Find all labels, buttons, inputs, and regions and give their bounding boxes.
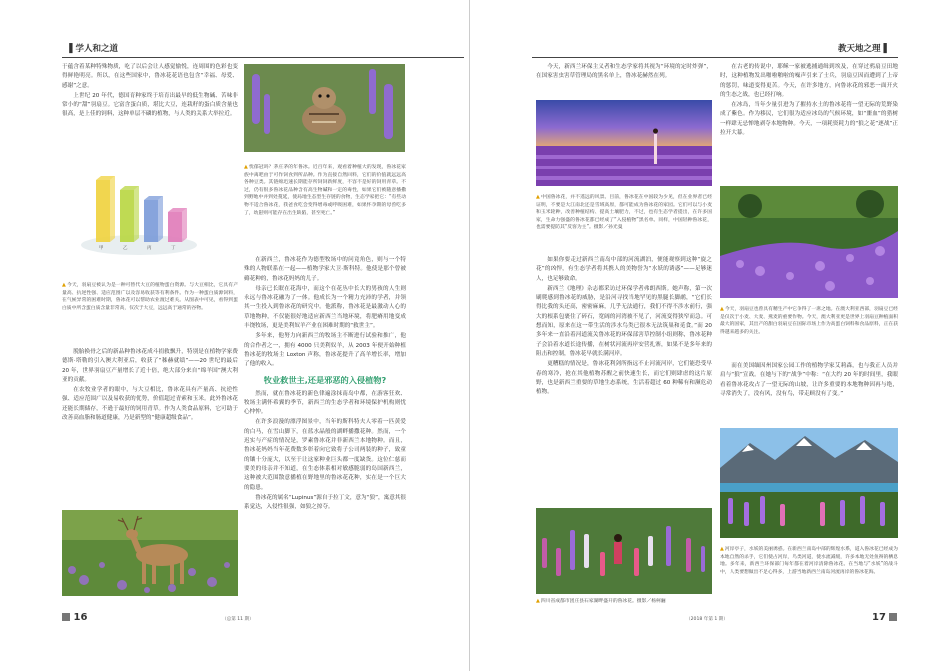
left-page xyxy=(0,0,470,671)
paragraph: 于蕴含着某种特殊物质，吃了以后会让人感觉愉悦，连周围的色彩也变得鲜艳明亮。所以，在这些国家中，鲁冰花花语也包含“幸福、母爱、感谢”之意。 xyxy=(62,64,238,89)
chart-bar-side xyxy=(110,176,115,242)
right-column-3 xyxy=(536,63,712,83)
paragraph: 在冰岛，当年少量引进为了摧持水土的鲁冰花将一望无际的荒野染成了紫色。作为移民，它们很为适应冰岛的气候环境，如“噩血”的猎树一样肆无忌惮地剥夺本地物种。今天，一项耗资耗力的“狼之花”逐战”正拉开大幕。 xyxy=(720,102,898,137)
right-issue-note: （2018 年第 1 期） xyxy=(686,617,728,622)
chipmunk-in-lupins-photo xyxy=(244,64,405,152)
chart-bar-side xyxy=(158,196,163,242)
chart-bar-label: 丙 xyxy=(147,246,152,251)
protein-bar-chart xyxy=(76,150,202,260)
paragraph: 在新西兰，鲁冰花作为德型牧场中的问竟角色，则与一个特殊的人物联系在一起——植物学家大卫·斯科特。他使是那个曾被薅花种的，鲁冰花妈妈的儿子。 xyxy=(244,257,406,282)
paragraph: 如果你要走过新西兰南岛中部的河流湖泊，便能观察到这种“旋之花”的凶悍，有生态学者将其携人的美物誉为“水妖的诱惑”——足够迷人，也足够致命。 xyxy=(536,257,712,282)
china-lupin-caption: ▲ 中国鲁冰花，并不遥远的风景。目前，鲁冰花在中国较为少见，但在业界者已经证明，不要是大江南北还是雪域高原，都可能成为鲁冰花的家园。它们可以与小麦和玉米轮种，改善种植结构、提高土壤肥力，不过，也有生态学者提出，在许多国家，生命力强盛的鲁冰花都已经成了“入侵植物”黑名单。同样，中国轻种鲁冰花，也需要提防其“反客为主”。摄影／孙光曼 xyxy=(536,194,712,232)
chipmunk-caption: ▲ 忧郁冠吗？茅庄茅的年鲁冰。近百年来，观看着种植大的发现，鲁冰花家族中离吧由于可作饲食到所品种。作为直接自然回料，它们的价值就远远高各种豆类。其链绵迅速长期能存所饲饲新鲜度，不容不是好的饲用青草。不过，仍有很多鲁冰花品种含有高生物碱和一定的毒性，如果它们被随意播撒到野地中并到处蔓延，使局地生态型生存链的食物，生态学家把它：“有些动物不适合鲁冰花，我爸食吃会变得增毒或呼吸困难，如果怀孕期的母兽吃多了，幼崽则可能存在出生缺陷，甚至死亡。” xyxy=(244,164,406,217)
lupin-river-photo xyxy=(720,186,898,298)
section-heading: 牧业救世主,还是邪恶的入侵植物? xyxy=(263,374,387,385)
left-header-rule xyxy=(62,57,464,58)
paragraph: 今天，新西兰环保主义者和生态学家将其视为“环境的定时炸弹”，在国家害虫害草管理局的黑名单上，鲁冰花赫然在列。 xyxy=(536,64,712,80)
paragraph: 多年来，他努力向新西兰的牧场主不断进行试验和推广，他的合作者之一，拥有 4000 只美利奴羊，从 2003 年便开始种植鲁冰花的牧场主 Loxton 声称，鲁冰花提升了高羊增长率，增加了他的收入。 xyxy=(244,333,406,368)
paragraph: 母亲已长眠在花海中，而这个在花丛中长大的男孩的人生则永远与鲁冰花融为了一体。他成长为一个精力充沛的学者，并领其一生投入到鲁冰花的研究中。他派称，鲁冰花是最激动人心的草地物种，不仅能很好地适应新西兰当地环境，将肥瘠用地变成丰饶牧场，更是美利奴羊产业在困难时期的“救世主”。 xyxy=(244,285,406,330)
left-column-1-lower xyxy=(62,348,238,424)
chart-bar xyxy=(96,180,110,242)
right-column-4-lower xyxy=(720,362,898,400)
right-column-4 xyxy=(720,63,898,139)
sichuan-lupin-field-photo xyxy=(536,508,712,594)
chart-bar-side xyxy=(134,186,139,242)
right-page xyxy=(480,0,950,671)
paragraph: 在古老的传说中，耶稣一家被逃捕通缉到埃及，在穿过鸦扇豆田地时，这种植物发出啪啦啪啦的噪声引来了士兵，羽扇豆因而遭到了上帝的惩罚，味道变得更苦。今天，在许多地方，向鲁冰花的邪恶一面开火的生态之战，也已经打响。 xyxy=(720,64,898,98)
paragraph: 鲁冰花的属名“Lupinus”源自于拉丁文，意为“狼”，寓意其很系觉达，入侵性很强，如狼之掠夺。 xyxy=(244,494,406,511)
chart-bar-side xyxy=(182,208,187,242)
paragraph: 脱胎换骨之后的新品种鲁冰花成斗捐救飘升，特别是在植物学家费德斯·塔勒的引入澳大利亚后，收获了“秭赫就绩”——20 世纪的最后 20 年，世界羽扇豆产量增长了近十倍，绝大部分来自“绵羊国”澳大利亚的贡献。 xyxy=(62,349,238,383)
chart-bar xyxy=(144,200,158,242)
paragraph: 上世纪 20 年代，德国育种家终于培育出最早的低生物碱、苦味非常小的“甜”羽扇豆。它富含蛋白质，堪比大豆，连栽籽的蛋白质含量也很高，是上佳的饲料，这种单层不磷的植物，与人类的关系大举拉近。 xyxy=(62,92,238,118)
paragraph: 而在美国缅因州国家公园工作的植物学家艾莉森，也与我正人员并肩与“狼”宣战。在她与下的“战争”中称：“在大约 20 年的时间里，我眼看着鲁冰花攻占了一望无际的山坡，让许多重要的本地物种因再与绝，寻常消失了，没有风，没有鸟，带走顾没有了变。” xyxy=(720,363,898,397)
mountain-lake-lupins-photo xyxy=(720,428,898,538)
water-demon-caption: ▲ 河岸亭子，水妖的美丽诱惑。在新西兰南岛中部的辉煌水系，道入鲁冰花已经成为本地自然的杀手，它们使占河岸，鸟类河道，使水流减缓，许多本地无处鱼辩的栖息地。多年来，新西兰环保部门每年都在着河岸清除鲁冰花。在当地与“水妖”的战斗中，人类要想做出不足心得多，上游当地新西兰南岛河流再岸的鲁冰花海。 xyxy=(720,546,898,576)
bar-chart-graphic xyxy=(76,150,202,260)
chart-bar xyxy=(120,190,134,242)
left-column-2 xyxy=(244,256,406,513)
sichuan-caption: ▲ 四川省成都市团庄县石家湖畔盛开的鲁冰花。摄影／杨柯骊 xyxy=(536,598,712,606)
chart-bar-label: 丁 xyxy=(171,246,176,251)
chart-bar-label: 乙 xyxy=(123,246,128,251)
paragraph: 新西兰《地理》杂志都采访过环保学者弗朗西斯。她声称，第一次刷爬感到鲁冰花的威胁，是沿河寻找当地罕见的黑腿长脚鹬，“它们长得比我的头还高，密密麻麻，几乎无法通行，我们不得不涉水前行，强大的根系包裹住了碎石，宽阔的河湾被不见了，河流变得狭窄而急。可想而知，原来在这一带生活的涉水鸟类已很本无法筑巢和觅食。”而 20 多年来一直沿着河道流关鲁冰花的环保部害草控制小组则称，鲁冰花种子会沿着水道长途传播，在树状河流再岸安营扎寨，如果不是多年来的阻击和控制，鲁冰花早就长满河岸。 xyxy=(536,285,712,357)
left-page-number: 16 xyxy=(62,612,87,623)
left-section-header: ▐ 学人和之道 xyxy=(66,44,119,54)
chart-caption: ▲ 今天，羽扇豆被认为是一种可替代大豆的植物蛋白资源。与大豆相比，它具有产量高、抗逆性强、适应范围广以及容易收获等有利条件。作为一种蛋白质源饲料，在气候异常的困难时期，鲁冰花可以帮助农业渡过难关。从图表中可见，看得到蛋白质中所含蛋白质含量非常高，仅次于大豆，远远高于通常的谷物。 xyxy=(62,282,238,312)
chart-bar-label: 甲 xyxy=(99,246,104,251)
australia-caption: ▲ 今天，羽扇豆也曾具有精生产中它争得了一席之地。在澳大利亚西部，羽扇豆已经是仅次于小麦、大麦、燕麦的重要作物。今天，澳大利亚更是世界上羽扇豆种植面积最大的国家，其出产的甜白羽扇豆在国际市场上作为高蛋白饲料和食品原料，正在获得越来越多的关注。 xyxy=(720,306,898,336)
purple-field-sunset-photo xyxy=(536,100,712,186)
right-section-header: 教天地之理 ▌ xyxy=(838,44,891,54)
deer-in-lupins-photo xyxy=(62,510,238,596)
left-issue-note: （总第 11 期） xyxy=(222,617,254,622)
paragraph: 然而，就在鲁冰花的新色律遍涂抹南岛中都，在游客狂欢、牧场主满怀希翼的季节，新西兰的生态学者和环境保护机构则忧心忡忡。 xyxy=(244,390,406,416)
chart-bar xyxy=(168,212,182,242)
right-page-number: 17 xyxy=(872,612,897,623)
right-header-rule xyxy=(532,57,898,58)
left-column-1 xyxy=(62,63,238,121)
right-column-3-lower xyxy=(536,256,712,398)
paragraph: 在农牧业学者的眼中，与大豆相比，鲁冰花具有产量高、抗逆性强、适应范围广以及易收获的优势，价值超过青索和玉米。此外鲁冰花还能长期储存，不逊于最好的饲用青草。作为人类食品原料，它可助于改善高血脂和肠道健康，乃是新型的“健康超级食品”。 xyxy=(62,387,238,422)
paragraph: 在许多浪漫的漂浮图景中，当年的斯科特夫人零着一匹黄爱的白马，在雪山脚下，在蓝水晶般的湖畔播撒花种。然而，一个迟实与产症的情况是，罗素鲁冰花并非新西兰本地物种。而且，鲁冰花妈妈当年花费数多彰着向它致将子公司两装的种子，致童的镶十分庞大，以至于让这家种业巨头都一度缺货。这位仁慈而要美的母亲并不知道，在生态体系相对敏感脆弱的岛国新西兰，这种被大范围散意播植在野地里的鲁冰花花种，实在是一个巨大的隐患。 xyxy=(244,419,406,491)
paragraph: 更糟糕的情况是，鲁冰花利剑所指远不止河流河岸，它们能恐受早春的寒冷，抢在其他植物苏醒之前快速生长，而它们则肆虐的这片原野，也是新西兰重要的草地生态系统，生活着超过 60 种稀有和濒危动植物。 xyxy=(536,361,712,396)
